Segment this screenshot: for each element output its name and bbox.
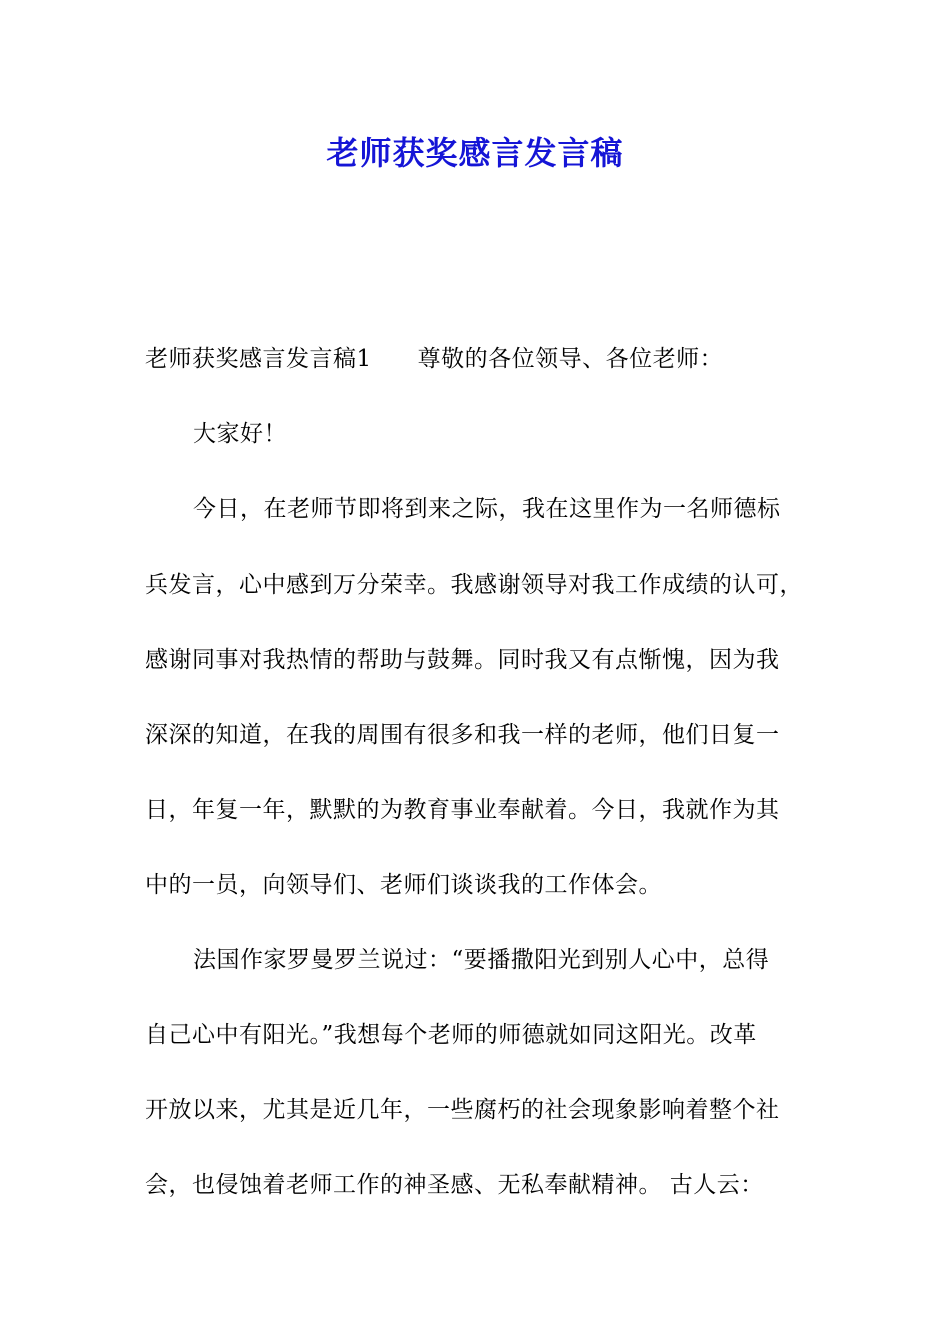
document-title: 老师获奖感言发言稿 xyxy=(326,134,624,172)
body-line: 感谢同事对我热情的帮助与鼓舞。同时我又有点惭愧，因为我 xyxy=(145,647,780,673)
body-line: 自己心中有阳光。”我想每个老师的师德就如同这阳光。改革 xyxy=(145,1022,757,1048)
body-line: 会，也侵蚀着老师工作的神圣感、无私奉献精神。 古人云： xyxy=(145,1172,764,1198)
heading-label: 老师获奖感言发言稿1 xyxy=(145,346,372,372)
body-line: 深深的知道，在我的周围有很多和我一样的老师，他们日复一 xyxy=(145,722,780,748)
body-line: 法国作家罗曼罗兰说过：“要播撒阳光到别人心中，总得 xyxy=(193,947,770,973)
body-line: 大家好！ xyxy=(193,421,287,447)
salutation: 尊敬的各位领导、各位老师： xyxy=(417,346,724,372)
body-line: 开放以来，尤其是近几年，一些腐朽的社会现象影响着整个社 xyxy=(145,1097,780,1123)
body-line: 今日，在老师节即将到来之际，我在这里作为一名师德标 xyxy=(193,496,781,522)
body-line: 中的一员，向领导们、老师们谈谈我的工作体会。 xyxy=(145,872,662,898)
body-line: 兵发言，心中感到万分荣幸。我感谢领导对我工作成绩的认可， xyxy=(145,572,803,598)
body-line: 日，年复一年，默默的为教育事业奉献着。今日，我就作为其 xyxy=(145,797,780,823)
heading-line xyxy=(145,339,723,379)
